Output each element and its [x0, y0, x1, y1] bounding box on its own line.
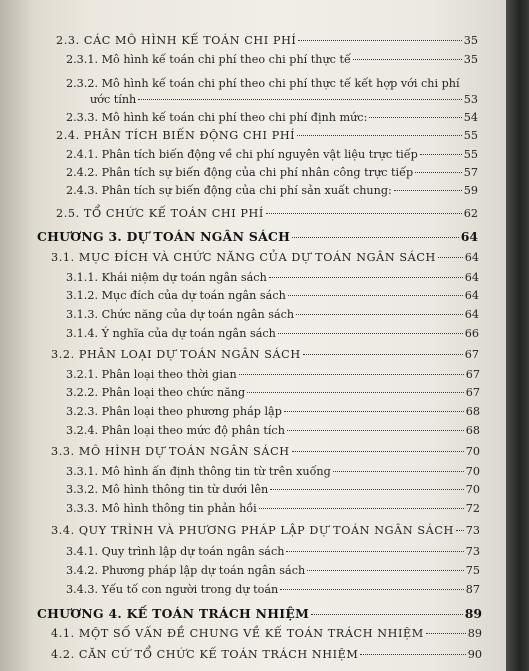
toc-entry-title: 2.3.3. Mô hình kế toán chi phí theo chi phí định mức: — [66, 111, 368, 124]
toc-entry-title: 3.2. PHÂN LOẠI DỰ TOÁN NGÂN SÁCH — [51, 348, 301, 361]
toc-entry-title: 3.4.3. Yếu tố con người trong dự toán — [66, 583, 279, 596]
toc-dot-leader — [270, 489, 464, 490]
toc-dot-leader — [239, 374, 464, 375]
toc-entry-title: 3.4.1. Quy trình lập dự toán ngân sách — [66, 545, 285, 558]
toc-dot-leader — [333, 471, 464, 472]
toc-dot-leader — [298, 40, 461, 41]
toc-section-row — [56, 207, 478, 220]
toc-entry-title: ước tính — [90, 93, 137, 106]
toc-chapter-row — [37, 606, 482, 621]
toc-entry-title: 3.1. MỤC ĐÍCH VÀ CHỨC NĂNG CỦA DỰ TOÁN NGÂN SÁCH — [51, 251, 436, 264]
toc-page-number: 64 — [464, 251, 479, 264]
toc-entry-title: 3.2.1. Phân loại theo thời gian — [66, 368, 237, 381]
toc-page-number: 55 — [463, 129, 478, 142]
toc-subsection-row — [66, 184, 478, 197]
toc-entry-title: 3.2.2. Phân loại theo chức năng — [66, 386, 246, 399]
toc-section-row — [51, 251, 479, 264]
toc-page-number: 70 — [465, 445, 480, 458]
toc-page-number: 35 — [463, 34, 478, 47]
toc-entry-title: 3.1.4. Ý nghĩa của dự toán ngân sách — [66, 327, 276, 340]
toc-section-row — [51, 627, 482, 640]
toc-subsection-row — [66, 327, 479, 340]
toc-page-number: 66 — [464, 327, 479, 340]
toc-dot-leader — [138, 99, 462, 100]
toc-entry-title: 3.1.2. Mục đích của dự toán ngân sách — [66, 289, 286, 302]
toc-dot-leader — [292, 451, 464, 452]
toc-page-number: 89 — [464, 606, 482, 621]
toc-entry-title: 2.5. TỔ CHỨC KẾ TOÁN CHI PHÍ — [56, 207, 264, 220]
toc-dot-leader — [394, 190, 462, 191]
toc-dot-leader — [426, 633, 466, 634]
toc-entry-title: 3.4.2. Phương pháp lập dự toán ngân sách — [66, 564, 306, 577]
toc-section-row — [51, 524, 480, 537]
toc-dot-leader — [415, 172, 462, 173]
toc-section-row — [51, 348, 479, 361]
toc-subsection-row — [66, 308, 479, 321]
toc-dot-leader — [420, 154, 462, 155]
toc-page-number: 68 — [465, 405, 480, 418]
toc-dot-leader — [288, 295, 463, 296]
toc-entry-title: 3.3.3. Mô hình thông tin phản hồi — [66, 502, 257, 515]
toc-page-number: 67 — [464, 348, 479, 361]
toc-entry-title: 3.3.2. Mô hình thông tin từ dưới lên — [66, 483, 269, 496]
toc-entry-title: 3.2.4. Phân loại theo mức độ phân tích — [66, 424, 285, 437]
toc-dot-leader — [286, 551, 463, 552]
toc-dot-leader — [287, 430, 464, 431]
toc-page-number: 64 — [464, 271, 479, 284]
toc-dot-leader — [353, 59, 462, 60]
toc-subsection-row — [66, 465, 480, 478]
toc-subsection-row — [66, 111, 478, 124]
toc-dot-leader — [360, 654, 465, 655]
toc-section-row — [56, 129, 478, 142]
toc-section-row — [51, 445, 480, 458]
toc-subsection-row — [66, 53, 478, 66]
toc-section-row — [56, 34, 478, 47]
toc-dot-leader — [292, 237, 459, 238]
toc-dot-leader — [438, 257, 463, 258]
toc-dot-leader — [296, 314, 463, 315]
toc-entry-title: 2.3.1. Mô hình kế toán chi phí theo chi phí thực tế — [66, 53, 351, 66]
toc-entry-title: 3.1.1. Khái niệm dự toán ngân sách — [66, 271, 267, 284]
toc-page-number: 67 — [465, 386, 480, 399]
toc-entry-title: CHƯƠNG 4. KẾ TOÁN TRÁCH NHIỆM — [37, 606, 310, 621]
toc-entry-title: 3.3. MÔ HÌNH DỰ TOÁN NGÂN SÁCH — [51, 445, 290, 458]
toc-entry-title: 4.1. MỘT SỐ VẤN ĐỀ CHUNG VỀ KẾ TOÁN TRÁCH NHIỆM — [51, 627, 424, 640]
toc-subsection-row — [66, 564, 480, 577]
toc-entry-title: CHƯƠNG 3. DỰ TOÁN NGÂN SÁCH — [37, 229, 291, 244]
toc-dot-leader — [456, 530, 464, 531]
toc-entry-title: 3.4. QUY TRÌNH VÀ PHƯƠNG PHÁP LẬP DỰ TOÁN NGÂN SÁCH — [51, 524, 454, 537]
toc-dot-leader — [269, 277, 463, 278]
toc-dot-leader — [303, 354, 463, 355]
toc-entry-title: 2.4. PHÂN TÍCH BIẾN ĐỘNG CHI PHÍ — [56, 129, 296, 142]
toc-subsection-row — [66, 405, 480, 418]
toc-entry-title: 2.4.1. Phân tích biến động về chi phí nguyên vật liệu trực tiếp — [66, 148, 418, 161]
toc-page-number: 35 — [463, 53, 478, 66]
toc-page-number: 55 — [463, 148, 478, 161]
toc-page-number: 67 — [465, 368, 480, 381]
toc-subsection-row — [66, 583, 480, 596]
toc-chapter-row — [37, 229, 478, 244]
toc-subsection-row — [66, 483, 480, 496]
toc-entry-title: 3.3.1. Mô hình ấn định thông tin từ trên xuống — [66, 465, 331, 478]
toc-subsection-row — [90, 93, 478, 106]
toc-entry-title: 2.4.2. Phân tích sự biến động của chi phí nhân công trực tiếp — [66, 166, 414, 179]
toc-entry-title: 2.3.2. Mô hình kế toán chi phí theo chi phí thực tế kết hợp với chi phí — [66, 77, 460, 90]
toc-dot-leader — [278, 333, 463, 334]
toc-page-number: 73 — [465, 545, 480, 558]
toc-subsection-row — [66, 148, 478, 161]
toc-page-number: 75 — [465, 564, 480, 577]
toc-dot-leader — [280, 589, 464, 590]
toc-entry-title: 4.2. CĂN CỨ TỔ CHỨC KẾ TOÁN TRÁCH NHIỆM — [51, 648, 359, 661]
toc-subsection-row — [66, 166, 478, 179]
toc-page-number: 90 — [467, 648, 482, 661]
toc-dot-leader — [297, 135, 462, 136]
toc-dot-leader — [369, 117, 461, 118]
toc-subsection-row — [66, 289, 479, 302]
toc-dot-leader — [311, 614, 463, 615]
toc-dot-leader — [284, 411, 464, 412]
toc-subsection-row — [66, 271, 479, 284]
toc-subsection-row — [66, 545, 480, 558]
toc-section-row — [51, 648, 482, 661]
page-edge-shadow — [506, 0, 529, 671]
toc-entry-title: 3.2.3. Phân loại theo phương pháp lập — [66, 405, 282, 418]
toc-dot-leader — [266, 213, 462, 214]
toc-entry-title: 2.4.3. Phân tích sự biến động của chi phí sản xuất chung: — [66, 184, 392, 197]
toc-page-number: 68 — [465, 424, 480, 437]
toc-page-number: 57 — [463, 166, 478, 179]
toc-page-number: 70 — [465, 483, 480, 496]
toc-page-number: 62 — [463, 207, 478, 220]
toc-subsection-row — [66, 386, 480, 399]
toc-page-number: 64 — [464, 289, 479, 302]
toc-page-number: 64 — [460, 229, 478, 244]
toc-page-number: 73 — [465, 524, 480, 537]
toc-page-number: 72 — [465, 502, 480, 515]
toc-subsection-row — [66, 424, 480, 437]
toc-entry-title: 2.3. CÁC MÔ HÌNH KẾ TOÁN CHI PHÍ — [56, 34, 297, 47]
toc-page-number: 89 — [467, 627, 482, 640]
toc-entry-title: 3.1.3. Chức năng của dự toán ngân sách — [66, 308, 295, 321]
toc-dot-leader — [259, 508, 464, 509]
toc-page-number: 64 — [464, 308, 479, 321]
toc-page-number: 70 — [465, 465, 480, 478]
toc-subsection-row — [66, 77, 466, 90]
toc-page-number: 87 — [465, 583, 480, 596]
toc-dot-leader — [307, 570, 464, 571]
toc-subsection-row — [66, 502, 480, 515]
toc-subsection-row — [66, 368, 480, 381]
toc-page-number: 54 — [463, 111, 478, 124]
toc-dot-leader — [247, 392, 464, 393]
toc-page-number: 59 — [463, 184, 478, 197]
toc-page-number: 53 — [463, 93, 478, 106]
